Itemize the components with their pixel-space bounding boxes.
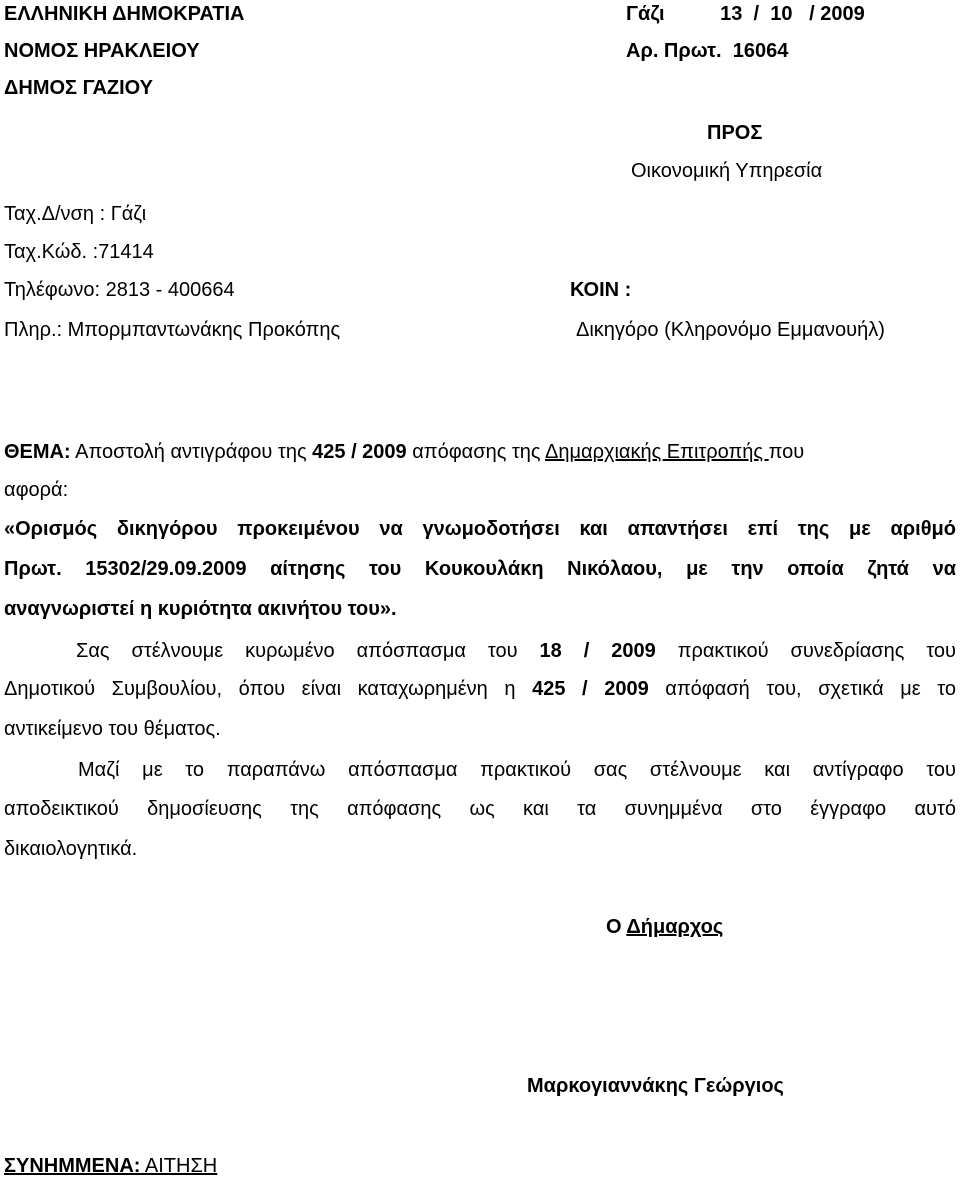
paragraph-2-line-3: δικαιολογητικά.: [4, 838, 138, 860]
subject-text-1: Αποστολή αντιγράφου της: [70, 441, 313, 463]
subject-label: ΘΕΜΑ:: [4, 441, 71, 463]
attachments-label: ΣΥΝΗΜΜΕΝΑ:: [4, 1155, 141, 1177]
p1-text-d: απόφασή του, σχετικά με το: [648, 678, 957, 700]
subject-text-3: που: [768, 441, 805, 463]
p1-decision-number: 425 / 2009: [532, 678, 649, 700]
subject-line: [4, 440, 956, 464]
cc-recipient: Δικηγόρο (Κληρονόμο Εμμανουήλ): [576, 319, 885, 341]
paragraph-1-line-1: [76, 639, 956, 663]
subject-quote-line-2: Πρωτ. 15302/29.09.2009 αίτησης του Κουκουλάκη Νικόλαου, με την οποία ζητά να: [4, 558, 956, 580]
attachments-line: [4, 1154, 217, 1178]
subject-line-2: αφορά:: [4, 479, 69, 501]
subject-decision-number: 425 / 2009: [312, 441, 407, 463]
subject-committee: Δημαρχιακής Επιτροπής: [545, 441, 769, 463]
to-label: ΠΡΟΣ: [707, 122, 763, 144]
protocol-line: [626, 39, 788, 63]
protocol-label: Αρ. Πρωτ.: [626, 40, 722, 62]
info-line: Πληρ.: Μπορμπαντωνάκης Προκόπης: [4, 319, 341, 341]
paragraph-2-line-1: Μαζί με το παραπάνω απόσπασμα πρακτικού σας στέλνουμε και αντίγραφο του: [78, 759, 956, 781]
signatory-name: Μαρκογιαννάκης Γεώργιος: [527, 1075, 784, 1097]
address-line: Ταχ.Δ/νση : Γάζι: [4, 203, 147, 225]
p1-text-a: Σας στέλνουμε κυρωμένο απόσπασμα του: [76, 640, 540, 662]
subject-quote-line-3: αναγνωριστεί η κυριότητα ακινήτου του».: [4, 598, 397, 620]
paragraph-1-line-3: αντικείμενο του θέματος.: [4, 718, 221, 740]
signature-title: [606, 915, 723, 939]
signature-title-word: Δήμαρχος: [626, 916, 724, 938]
attachments-value: ΑΙΤΗΣΗ: [140, 1155, 218, 1177]
to-recipient: Οικονομική Υπηρεσία: [631, 160, 823, 182]
prefecture-heading: ΝΟΜΟΣ ΗΡΑΚΛΕΙΟΥ: [4, 40, 200, 62]
protocol-number: 16064: [732, 40, 789, 62]
p1-text-b: πρακτικού συνεδρίασης του: [655, 640, 956, 662]
p1-text-c: Δημοτικού Συμβουλίου, όπου είναι καταχωρημένη η: [4, 678, 533, 700]
postal-code-line: Ταχ.Κώδ. :71414: [4, 241, 154, 263]
phone-line: Τηλέφωνο: 2813 - 400664: [4, 279, 235, 301]
municipality-heading: ΔΗΜΟΣ ΓΑΖΙΟΥ: [4, 77, 153, 99]
subject-text-2: απόφασης της: [406, 441, 546, 463]
cc-label: ΚΟΙΝ :: [570, 279, 632, 301]
country-heading: ΕΛΛΗΝΙΚΗ ΔΗΜΟΚΡΑΤΙΑ: [4, 3, 245, 25]
subject-quote-line-1: «Ορισμός δικηγόρου προκειμένου να γνωμοδοτήσει και απαντήσει επί της με αριθμό: [4, 518, 956, 540]
signature-title-prefix: Ο: [606, 916, 627, 938]
p1-minutes-number: 18 / 2009: [539, 640, 656, 662]
paragraph-2-line-2: αποδεικτικού δημοσίευσης της απόφασης ως και τα συνημμένα στο έγγραφο αυτό: [4, 798, 956, 820]
paragraph-1-line-2: [4, 677, 956, 701]
place-date: Γάζι 13 / 10 / 2009: [626, 3, 865, 25]
